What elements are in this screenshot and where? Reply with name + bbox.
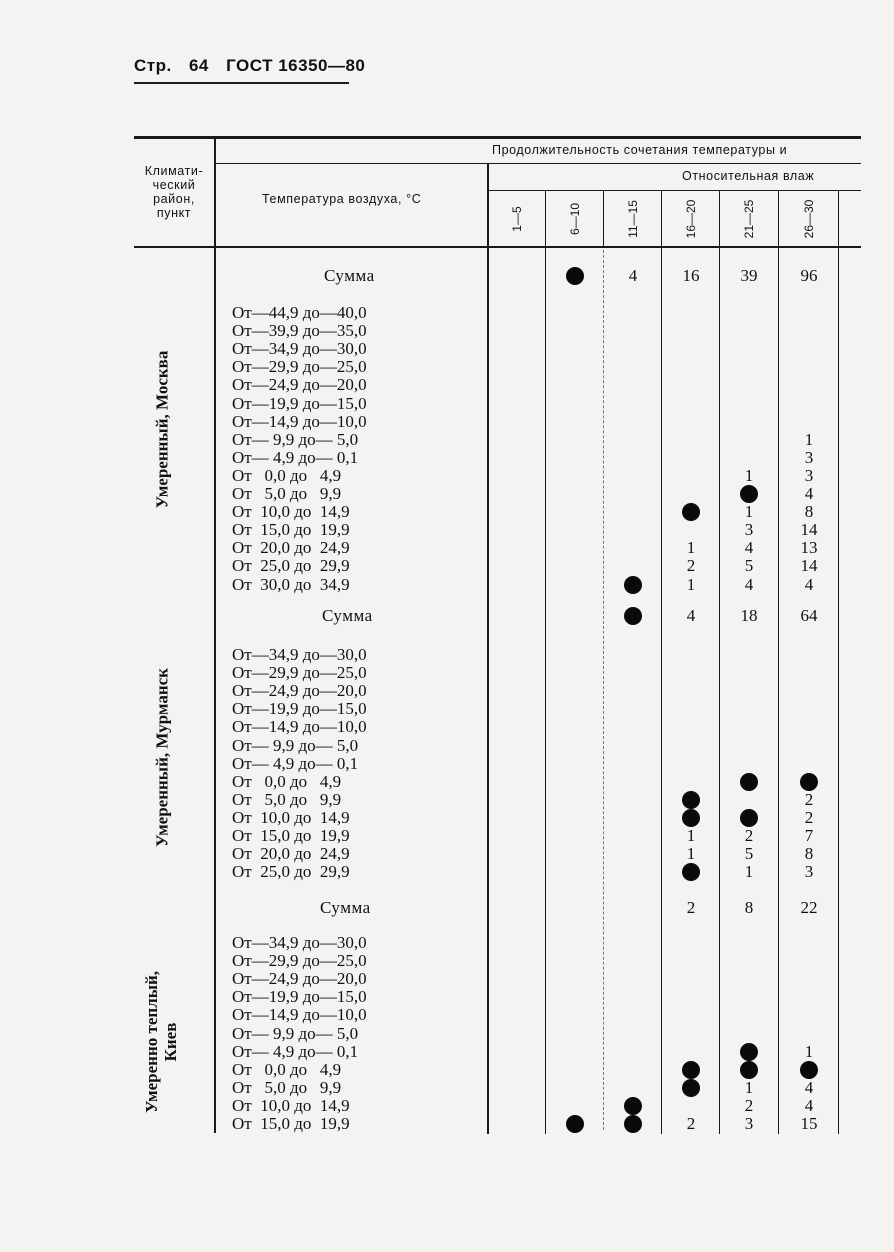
- sum-value: 16: [682, 266, 700, 285]
- group-rule: [216, 163, 861, 164]
- sum-value: 22: [800, 898, 818, 917]
- filled-dot-marker: [682, 1061, 700, 1079]
- region-col-header: Климати- ческий район, пункт: [144, 164, 204, 220]
- table-cell: 2: [686, 556, 696, 576]
- temperature-range: От—14,9 до—10,0: [232, 1005, 367, 1025]
- temperature-range: От 20,0 до 24,9: [232, 844, 350, 864]
- table-cell: 15: [800, 1114, 818, 1133]
- temperature-range: От— 9,9 до— 5,0: [232, 735, 359, 755]
- table-cell: 4: [744, 574, 754, 594]
- filled-dot-marker: [682, 1079, 700, 1097]
- table-cell: 8: [804, 502, 814, 522]
- filled-dot-marker: [624, 1115, 642, 1133]
- temperature-range: От—34,9 до—30,0: [232, 339, 367, 359]
- temperature-range: От 5,0 до 9,9: [232, 789, 342, 809]
- table-cell: 1: [744, 1077, 754, 1097]
- table-cell: 3: [744, 1114, 754, 1133]
- temperature-range: От—44,9 до—40,0: [232, 303, 367, 322]
- sum-value: 4: [686, 606, 696, 625]
- standard-number: ГОСТ 16350—80: [226, 56, 366, 75]
- temperature-range: От— 9,9 до— 5,0: [232, 429, 359, 449]
- filled-dot-marker: [740, 1061, 758, 1079]
- temperature-range: От 15,0 до 19,9: [232, 520, 350, 540]
- sum-label: Сумма: [320, 898, 371, 917]
- temperature-range: От 30,0 до 34,9: [232, 574, 350, 594]
- col-divider-6: [838, 191, 839, 1134]
- sum-value: 39: [740, 266, 758, 285]
- temp-col-header: Температура воздуха, °С: [262, 192, 422, 206]
- table-cell: 5: [744, 556, 754, 576]
- table-cell: 14: [800, 520, 818, 540]
- table-cell: 8: [804, 844, 814, 864]
- temperature-range: От 25,0 до 29,9: [232, 862, 350, 882]
- humidity-col-16-20: 16—20: [684, 199, 698, 239]
- table-cell: 2: [804, 807, 814, 827]
- table-cell: 2: [744, 1095, 754, 1115]
- table-cell: 1: [686, 538, 696, 558]
- humidity-col-1-5: 1—5: [510, 206, 524, 232]
- group-header: Продолжительность сочетания температуры и: [492, 143, 788, 157]
- sum-value: 64: [800, 606, 818, 625]
- temperature-range: От—19,9 до—15,0: [232, 393, 367, 413]
- col-divider-3: [661, 191, 662, 1134]
- temperature-range: От 15,0 до 19,9: [232, 1114, 350, 1133]
- temperature-range: От—14,9 до—10,0: [232, 717, 367, 737]
- table-cell: 14: [800, 556, 818, 576]
- header-underline: [134, 82, 349, 84]
- region-kiev-line2: Киев: [161, 1022, 180, 1062]
- temperature-range: От—34,9 до—30,0: [232, 933, 367, 952]
- temperature-range: От—19,9 до—15,0: [232, 987, 367, 1007]
- filled-dot-marker: [740, 773, 758, 791]
- temperature-range: От—24,9 до—20,0: [232, 681, 367, 701]
- temperature-range: От 20,0 до 24,9: [232, 538, 350, 558]
- sum-label: Сумма: [324, 266, 375, 285]
- filled-dot-marker: [740, 809, 758, 827]
- table-cell: 4: [804, 484, 814, 503]
- temperature-range: От—39,9 до—35,0: [232, 321, 367, 341]
- table-cell: 4: [804, 574, 814, 594]
- region-kiev-line1: Умеренно теплый,: [142, 970, 161, 1114]
- table-cell: 3: [744, 520, 754, 540]
- table-cell: 2: [686, 1114, 696, 1133]
- table-cell: 2: [804, 789, 814, 809]
- filled-dot-marker: [682, 503, 700, 521]
- filled-dot-marker: [682, 809, 700, 827]
- temp-col-divider: [487, 164, 489, 1134]
- table-cell: 1: [686, 826, 696, 845]
- humidity-col-21-25: 21—25: [742, 199, 756, 239]
- table-cell: 4: [744, 538, 754, 558]
- table-top-rule: [134, 136, 861, 139]
- temperature-range: От 10,0 до 14,9: [232, 807, 350, 827]
- temperature-range: От— 4,9 до— 0,1: [232, 1041, 359, 1061]
- filled-dot-marker: [800, 1061, 818, 1079]
- table-cell: 2: [744, 826, 754, 845]
- temperature-range: От—34,9 до—30,0: [232, 645, 367, 664]
- table-cell: 3: [804, 447, 814, 467]
- filled-dot-marker: [566, 1115, 584, 1133]
- temperature-range: От 0,0 до 4,9: [232, 1059, 342, 1079]
- temperature-range: От—24,9 до—20,0: [232, 375, 367, 395]
- temperature-range: От 5,0 до 9,9: [232, 1077, 342, 1097]
- sum-value: 96: [800, 266, 818, 285]
- table-cell: 1: [804, 429, 814, 449]
- filled-dot-marker: [566, 267, 584, 285]
- region-col-divider: [214, 138, 216, 1133]
- temperature-range: От— 4,9 до— 0,1: [232, 447, 359, 467]
- table-cell: 5: [744, 844, 754, 864]
- col-divider-4: [719, 191, 720, 1134]
- sum-label: Сумма: [322, 606, 373, 625]
- filled-dot-marker: [800, 773, 818, 791]
- col-divider-2-dashed: [603, 250, 604, 1130]
- table-cell: 13: [800, 538, 818, 558]
- col-divider-2: [603, 191, 604, 247]
- humidity-col-6-10: 6—10: [568, 202, 582, 236]
- temperature-range: От—19,9 до—15,0: [232, 699, 367, 719]
- sum-value: 18: [740, 606, 758, 625]
- filled-dot-marker: [740, 1043, 758, 1061]
- temperature-range: От 25,0 до 29,9: [232, 556, 350, 576]
- table-cell: 1: [744, 862, 754, 882]
- temperature-range: От—24,9 до—20,0: [232, 969, 367, 989]
- humidity-col-26-30: 26—30: [802, 199, 816, 239]
- table-cell: 4: [804, 1077, 814, 1097]
- table-cell: 1: [744, 502, 754, 522]
- filled-dot-marker: [682, 791, 700, 809]
- col-divider-1: [545, 191, 546, 1134]
- table-cell: 3: [804, 465, 814, 485]
- temperature-range: От— 9,9 до— 5,0: [232, 1023, 359, 1043]
- temperature-range: От—14,9 до—10,0: [232, 411, 367, 431]
- page-number: 64: [188, 56, 209, 75]
- filled-dot-marker: [624, 576, 642, 594]
- temperature-range: От 5,0 до 9,9: [232, 484, 342, 503]
- col-divider-5: [778, 191, 779, 1134]
- subgroup-header: Относительная влаж: [682, 169, 815, 183]
- table-cell: 1: [686, 574, 696, 594]
- page-header: [134, 56, 365, 76]
- filled-dot-marker: [682, 863, 700, 881]
- temperature-range: От 10,0 до 14,9: [232, 1095, 350, 1115]
- table-cell: 7: [804, 826, 814, 845]
- filled-dot-marker: [624, 607, 642, 625]
- filled-dot-marker: [740, 485, 758, 503]
- temperature-range: От—29,9 до—25,0: [232, 663, 367, 683]
- temperature-range: От—29,9 до—25,0: [232, 357, 367, 377]
- page-label: Стр.: [134, 56, 172, 75]
- region-moscow: Умеренный, Москва: [152, 350, 172, 509]
- table-cell: 1: [744, 465, 754, 485]
- temperature-range: От 0,0 до 4,9: [232, 465, 342, 485]
- region-kiev: [142, 942, 182, 1142]
- table-cell: 1: [804, 1041, 814, 1061]
- sum-value: 8: [744, 898, 754, 917]
- temperature-range: От 15,0 до 19,9: [232, 826, 350, 845]
- table-cell: 3: [804, 862, 814, 882]
- temperature-range: От—29,9 до—25,0: [232, 951, 367, 971]
- humidity-col-11-15: 11—15: [626, 200, 640, 238]
- sum-value: 2: [686, 898, 696, 917]
- temperature-range: От 10,0 до 14,9: [232, 502, 350, 522]
- temperature-range: От 0,0 до 4,9: [232, 771, 342, 791]
- table-cell: 4: [804, 1095, 814, 1115]
- temperature-range: От— 4,9 до— 0,1: [232, 753, 359, 773]
- filled-dot-marker: [624, 1097, 642, 1115]
- sum-value: 4: [628, 266, 638, 285]
- table-cell: 1: [686, 844, 696, 864]
- region-murmansk: Умеренный, Мурманск: [152, 668, 172, 847]
